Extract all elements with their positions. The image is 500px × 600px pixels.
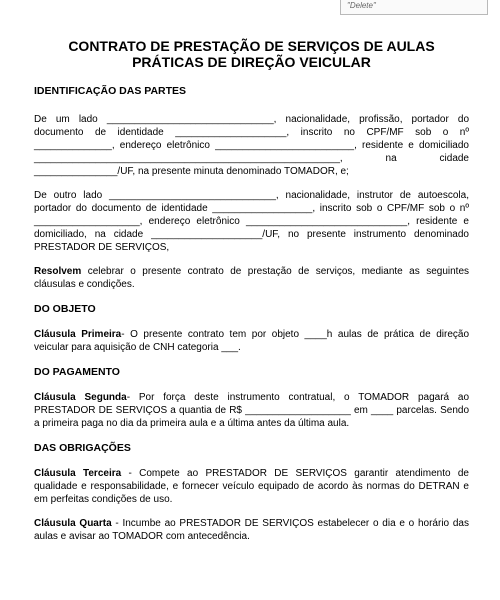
clause-segunda-label: Cláusula Segunda: [34, 392, 127, 403]
paragraph-resolvem: [34, 265, 469, 291]
heading-objeto: DO OBJETO: [34, 303, 96, 315]
heading-pagamento: DO PAGAMENTO: [34, 366, 120, 378]
clause-segunda: [34, 391, 469, 430]
clause-quarta: [34, 517, 469, 543]
note-text: "Delete": [347, 1, 376, 10]
clause-terceira-text: - Compete ao PRESTADOR DE SERVIÇOS garantir atendimento de qualidade e responsabilidade, e fornecer veículo equipado de acordo às normas do DETRAN e em perfeitas condições de uso.: [34, 468, 469, 505]
clause-terceira: [34, 467, 469, 506]
resolvem-label: Resolvem: [34, 266, 82, 277]
clause-quarta-text: - Incumbe ao PRESTADOR DE SERVIÇOS estabelecer o dia e o horário das aulas e avisar ao TOMADOR com antecedência.: [34, 518, 469, 542]
clause-quarta-label: Cláusula Quarta: [34, 518, 112, 529]
clause-primeira: [34, 328, 469, 354]
edit-note: [340, 0, 488, 15]
clause-segunda-text: - Por força deste instrumento contratual, o TOMADOR pagará ao PRESTADOR DE SERVIÇOS a quantia de R$ ___________________ em ____ parcelas. Sendo a primeira paga no dia da primeira aula e a última antes da última aula.: [34, 392, 470, 429]
heading-identificacao: IDENTIFICAÇÃO DAS PARTES: [34, 85, 187, 97]
paragraph-prestador: De outro lado ______________________________, nacionalidade, instrutor de autoescola, portador do documento de identidade __________________, inscrito sob o CPF/MF sob o nº ___________________, endereço eletrônico _____________________________, residente e domiciliado, na cidade ____________________/UF, no presente instrumento denominado PRESTADOR DE SERVIÇOS,: [34, 190, 469, 253]
contract-page: [34, 38, 469, 543]
paragraph-tomador: De um lado ______________________________, nacionalidade, profissão, portador do documento de identidade ____________________, inscrito no CPF/MF sob o nº ______________, endereço eletrônico _________________________, residente e domiciliado _______________________________________________________, na cidade _______________/UF, na presente minuta denominado TOMADOR, e;: [34, 114, 469, 177]
clause-terceira-label: Cláusula Terceira: [34, 468, 122, 479]
title-line-2: PRÁTICAS DE DIREÇÃO VEICULAR: [132, 54, 371, 70]
title-line-1: CONTRATO DE PRESTAÇÃO DE SERVIÇOS DE AULAS: [68, 38, 435, 54]
clause-primeira-text: - O presente contrato tem por objeto ____h aulas de prática de direção veicular para aquisição de CNH categoria ___.: [34, 329, 470, 353]
resolvem-text: celebrar o presente contrato de prestação de serviços, mediante as seguintes cláusulas e condições.: [34, 266, 469, 290]
heading-obrigacoes: DAS OBRIGAÇÕES: [34, 442, 131, 454]
clause-primeira-label: Cláusula Primeira: [34, 329, 122, 340]
